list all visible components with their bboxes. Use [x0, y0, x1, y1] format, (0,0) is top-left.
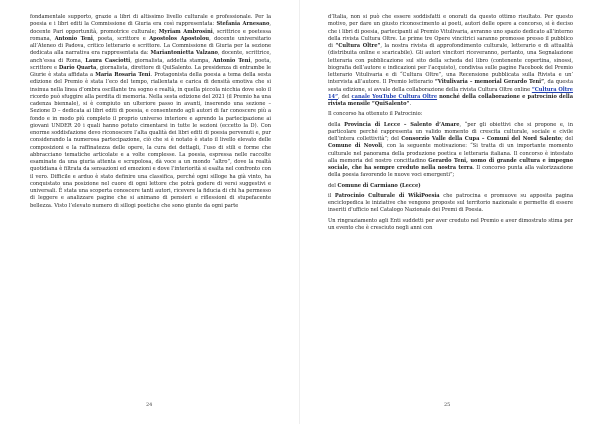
text-run: , del	[338, 93, 352, 100]
text-link[interactable]: canale YouTube Cultura Oltre	[351, 93, 438, 100]
bold-text: Antonio Teni	[212, 57, 251, 64]
text-run: , docente, scrittrice, anch’essa di Roma,	[30, 50, 271, 64]
text-run: Un ringraziamento agli Enti suddetti per aver creduto nel Premio e aver dimostrato stima per un evento che è cresciuto negli anni con	[328, 217, 573, 231]
text-run: .	[409, 101, 412, 107]
bold-text: Apostolos Apostolou	[149, 35, 210, 42]
right-text-column	[328, 14, 573, 232]
text-run: fondamentale supporto, grazie a libri di altissimo livello culturale e professionale. Per la poesia e i libri editi la Commissione di Giuria era così rappresentata:	[30, 14, 271, 28]
bold-text: Patrocinio Culturale di WikiPoesia	[334, 192, 440, 199]
text-link[interactable]: “Cultura Oltre 14”	[328, 86, 573, 100]
text-run: . Il concorso punta alla valorizzazione della poesia favorendo le nuove voci emergenti”;	[328, 165, 573, 179]
text-run: , la nostra rivista di approfondimento culturale, letterario e di attualità (distribuita online e scaricabile). Gli autori vincitori riceveranno, pertanto, una Segnalazione letteraria con pubblicazione sul sito della scheda del libro (contenente copertina, sinossi, biografia dell’autore e indicazioni per l’acquisto), condivisa sulle pagine Facebook del Premio letterario Vitulivaria e di “Cultura Oltre”, una Recensione pubblicata sulla Rivista e un’ intervista all’autore. Il Premio letterario	[328, 43, 573, 86]
text-run: , da questa sesta edizione, si avvale della collaborazione della rivista Cultura Oltre online	[328, 79, 573, 93]
page-number-right: 25	[444, 402, 451, 408]
text-run: ; del	[561, 136, 573, 142]
bold-text: Comune di Novoli	[328, 143, 383, 150]
text-run: , “per gli obiettivi che si propone e, in particolare perché rappresenta un valido momento di crescita culturale, sociale e civile dell’intera collettività”; del	[328, 121, 573, 142]
bold-text: Antonio Teni	[54, 35, 93, 42]
text-run: , docente Pari opportunità, promotrice culturale;	[30, 21, 272, 35]
bold-text: Laura Casciotti	[85, 57, 131, 64]
paragraph	[328, 122, 573, 180]
bold-text: Stefania Arnesano	[216, 21, 270, 28]
text-run: , giornalista, direttore di QuiSalento. La presidenza di entrambe le Giurie è stata affidata a	[30, 64, 271, 78]
bold-text: “Cultura Oltre”	[335, 43, 381, 49]
text-run: d’Italia, non si può che essere soddisfatti e onorati da questo ottimo risultato. Per questo motivo, per dare un giusto riconoscimento ai poeti, autori delle opere a concorso, si è deciso che i libri di poesia, partecipanti al Premio Vitulivaria, avranno uno spazio dedicato all’interno della rivista Cultura Oltre. Le prime tre Opere vincitrici saranno promosse presso il pubblico di	[328, 14, 573, 49]
paragraph	[328, 111, 573, 118]
bold-text: Myriam Ambrosini	[158, 28, 213, 35]
text-run: , docente universitario all’Ateneo di Padova, critico letterario e scrittore. La Commissione di Giuria per la sezione dedicata alla narrativa era rappresentata da:	[30, 35, 271, 57]
right-page	[300, 0, 600, 424]
page-number-left: 24	[146, 402, 153, 408]
paragraph	[328, 183, 573, 190]
text-run: che patrocina e promuove su apposita pagina enciclopedica le iniziative che vengono proposte sul territorio nazionale e permette di essere inseriti d’ufficio nel Catalogo Nazionale dei Premi di Poesia.	[328, 192, 573, 214]
text-run: , con la seguente motivazione: “Si tratta di un importante momento culturale nel panorama della produzione poetica e letteraria italiana. Il concorso è intestato alla memoria del nostro concittadino	[328, 143, 573, 164]
bold-text: Dario Quarta	[58, 64, 97, 71]
paragraph	[328, 14, 573, 108]
paragraph	[328, 193, 573, 215]
text-run: il	[328, 192, 335, 199]
left-text-column	[30, 14, 271, 210]
bold-text: Gerardo Teni, uomo di grande cultura e impegno sociale, che ha sempre creduto nella nostra terra	[328, 157, 574, 171]
text-run: . Protagonista della poesia a tema della sesta edizione del Premio è stata l’eco del tempo, riallentata e carica di densità emotiva che si insinua nella linea d’ombra oscillante tra sogno e realtà, in quella piccola nicchia dove solo il ricordo può sfuggire alla perdita di memoria. Nella sesta edizione del 2021 (il Premio ha una cadenza biennale), si è compiuto un ulteriore passo in avanti, inserendo una sezione – Sezione D – dedicata ai libri editi di poesia, e consentendo agli autori di far conoscere più a fondo e in modo più completo il proprio universo interiore e aprendo la partecipazione ai giovani UNDER 20 i quali hanno potuto cimentarsi in tutte le sezioni (eccetto la D). Con enorme soddisfazione devo riconoscere l’alta qualità dei libri editi di poesia pervenuti e, pur considerando la numerosa partecipazione, ciò che si è notato è stato il livello elevato delle composizioni e la raffinatezza delle opere, la cura dei dettagli, l’uso di stili e forme che abbracciano tematiche articolate e a volte complesse. La poesia, espressa nelle raccolte esaminate da una giuria attenta e scrupolosa, dà voce a un mondo “altro”, dove la realtà quotidiana è filtrata da sensazioni ed emozioni e dove l’interiorità si esalta nel confronto con il vero. Difficile e arduo è stato definire una classifica, perché ogni silloge ha già vinto, ha conquistato una posizione nel cuore di ogni lettore che potrà godere di versi suggestivi e universali. È stata una scoperta conoscere tanti autori, ricevere la fiducia di chi ha permesso di leggere e analizzare pagine che si animano di pensieri e riflessioni di stupefacente bellezza. Visto l’elevato numero di sillogi poetiche che sono giunte da ogni parte	[30, 72, 271, 209]
bold-text: Consorzio Valle della Cupa – Comuni del Nord Salento	[401, 136, 562, 142]
bold-text: nonché della collaborazione e patrocinio della rivista mensile “QuiSalento”	[328, 93, 573, 107]
paragraph	[328, 218, 573, 233]
text-run: della	[328, 121, 345, 128]
text-run: Il concorso ha ottenuto il Patrocinio:	[328, 111, 423, 118]
bold-text: Provincia di Lecce – Salento d’Amare	[344, 121, 460, 128]
bold-text: Comune di Carmiano (Lecce)	[337, 182, 421, 189]
bold-text: Mariantonietta Valzano	[150, 50, 218, 57]
bold-text: “Vitulivaria – memorial Gerardo Teni”	[434, 79, 545, 86]
text-run: , scrittrice e poetessa romana,	[30, 28, 271, 42]
text-run: , giornalista, addetta stampa,	[130, 57, 213, 64]
text-run: del	[328, 182, 338, 189]
bold-text: Maria Rosaria Teni	[95, 72, 151, 78]
paragraph	[30, 14, 271, 210]
text-run: , poeta, scrittore e	[92, 35, 150, 42]
text-run: , poeta, scrittore e	[30, 57, 271, 71]
